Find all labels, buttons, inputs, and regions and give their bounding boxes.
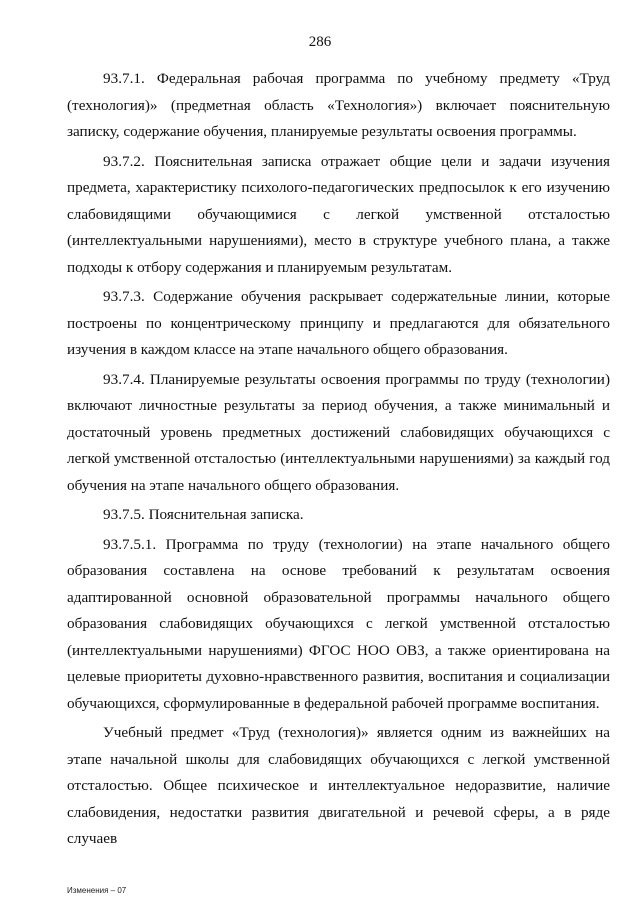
paragraph-93-7-1: 93.7.1. Федеральная рабочая программа по учебному предмету «Труд (технология)» (предметная область «Технология») включает пояснительную записку, содержание обучения, планируемые результаты освоения программы. (67, 70, 610, 140)
paragraph-93-7-4: 93.7.4. Планируемые результаты освоения программы по труду (технологии) включают личностные результаты за период обучения, а также минимальный и достаточный уровень предметных достижений слабовидящих обучающихся с легкой умственной отсталостью (интеллектуальными нарушениями) за каждый год обучения на этапе начального общего образования. (67, 370, 610, 494)
footer-note: Изменения – 07 (67, 886, 127, 895)
page-number: 286 (308, 34, 332, 50)
paragraph-subject-description: Учебный предмет «Труд (технология)» является одним из важнейших на этапе начальной школы для слабовидящих обучающихся с легкой умственной отсталостью. Общее психическое и интеллектуальное недоразвитие, наличие слабовидения, недостатки развития двигательной и речевой сферы, а в ряде случаев (67, 724, 610, 847)
paragraph-93-7-5: 93.7.5. Пояснительная записка. (103, 506, 304, 523)
document-body (67, 66, 610, 856)
paragraph-93-7-3: 93.7.3. Содержание обучения раскрывает содержательные линии, которые построены по концентрическому принципу и предлагаются для обязательного изучения в каждом классе на этапе начального общего образования. (67, 288, 610, 358)
paragraph-93-7-5-1: 93.7.5.1. Программа по труду (технологии) на этапе начального общего образования составлена на основе требований к результатам освоения адаптированной основной образовательной программы начального общего образования слабовидящих обучающихся с легкой умственной отсталостью (интеллектуальными нарушениями) ФГОС НОО ОВЗ, а также ориентирована на целевые приоритеты духовно-нравственного развития, воспитания и социализации обучающихся, сформулированные в федеральной рабочей программе воспитания. (67, 535, 610, 712)
paragraph-93-7-2: 93.7.2. Пояснительная записка отражает общие цели и задачи изучения предмета, характеристику психолого-педагогических предпосылок к его изучению слабовидящими обучающимися с легкой умственной отсталостью (интеллектуальными нарушениями), место в структуре учебного плана, а также подходы к отбору содержания и планируемым результатам. (67, 152, 610, 276)
